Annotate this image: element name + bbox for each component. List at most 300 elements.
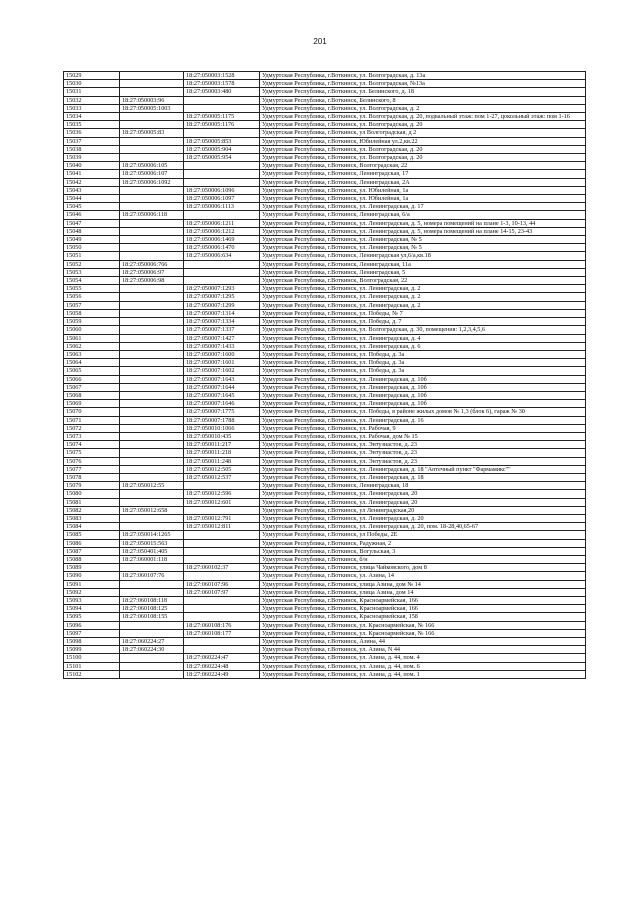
- address-cell: Удмуртская Республика, г.Воткинск, Ленинградская, 2А: [260, 178, 586, 186]
- table-row: [64, 318, 586, 326]
- table-row: [64, 457, 586, 465]
- old-cadastral-number-cell: 18:27:050015:563: [120, 539, 184, 547]
- old-cadastral-number-cell: [120, 473, 184, 481]
- row-number-cell: 15050: [64, 244, 120, 252]
- table-row: [64, 203, 586, 211]
- row-number-cell: 15086: [64, 539, 120, 547]
- old-cadastral-number-cell: [120, 227, 184, 235]
- row-number-cell: 15064: [64, 359, 120, 367]
- row-number-cell: 15040: [64, 162, 120, 170]
- table-row: [64, 367, 586, 375]
- address-cell: Удмуртская Республика, г.Воткинск, ул. Азина, N 44: [260, 646, 586, 654]
- row-number-cell: 15052: [64, 260, 120, 268]
- old-cadastral-number-cell: [120, 367, 184, 375]
- table-row: [64, 244, 586, 252]
- cadastral-number-cell: 18:27:050012:791: [184, 514, 260, 522]
- old-cadastral-number-cell: 18:27:050006:766: [120, 260, 184, 268]
- table-row: [64, 195, 586, 203]
- address-cell: Удмуртская Республика, г.Воткинск, ул. Рабочая, дом № 15: [260, 432, 586, 440]
- cadastral-number-cell: [184, 260, 260, 268]
- row-number-cell: 15039: [64, 154, 120, 162]
- address-cell: Удмуртская Республика, г.Воткинск, улица Азина, дом 14: [260, 588, 586, 596]
- address-cell: Удмуртская Республика, г.Воткинск, ул. Ленинградская, д. 10б: [260, 375, 586, 383]
- address-cell: Удмуртская Республика, г.Воткинск, ул. Ленинградская, д. 4: [260, 334, 586, 342]
- table-row: [64, 670, 586, 678]
- table-row: [64, 654, 586, 662]
- old-cadastral-number-cell: [120, 400, 184, 408]
- cadastral-number-cell: [184, 162, 260, 170]
- cadastral-number-cell: [184, 572, 260, 580]
- address-cell: Удмуртская Республика, г.Воткинск, улица Азина, дом № 14: [260, 580, 586, 588]
- row-number-cell: 15037: [64, 137, 120, 145]
- address-cell: Удмуртская Республика, г.Воткинск, ул. Ленинградская, д. 18 "Аптечный пункт "Фармамикс"": [260, 465, 586, 473]
- cadastral-number-cell: 18:27:050012:601: [184, 498, 260, 506]
- old-cadastral-number-cell: [120, 408, 184, 416]
- cadastral-number-cell: 18:27:060107:97: [184, 588, 260, 596]
- old-cadastral-number-cell: [120, 432, 184, 440]
- row-number-cell: 15055: [64, 285, 120, 293]
- row-number-cell: 15072: [64, 424, 120, 432]
- address-cell: Удмуртская Республика, г.Воткинск, Вогульская, 3: [260, 547, 586, 555]
- cadastral-number-cell: 18:27:050007:1334: [184, 318, 260, 326]
- address-cell: Удмуртская Республика, г.Воткинск, ул. Победы, д. 3а: [260, 367, 586, 375]
- old-cadastral-number-cell: 18:27:050003:96: [120, 96, 184, 104]
- table-row: [64, 121, 586, 129]
- row-number-cell: 15046: [64, 211, 120, 219]
- cadastral-number-cell: 18:27:050006:634: [184, 252, 260, 260]
- table-row: [64, 662, 586, 670]
- table-row: [64, 547, 586, 555]
- old-cadastral-number-cell: [120, 145, 184, 153]
- row-number-cell: 15090: [64, 572, 120, 580]
- old-cadastral-number-cell: [120, 441, 184, 449]
- table-row: [64, 646, 586, 654]
- old-cadastral-number-cell: [120, 465, 184, 473]
- address-cell: Удмуртская Республика, г.Воткинск, Волгоградская, 22: [260, 162, 586, 170]
- table-row: [64, 523, 586, 531]
- table-row: [64, 449, 586, 457]
- row-number-cell: 15032: [64, 96, 120, 104]
- table-row: [64, 285, 586, 293]
- old-cadastral-number-cell: [120, 195, 184, 203]
- cadastral-number-cell: [184, 638, 260, 646]
- table-row: [64, 113, 586, 121]
- address-cell: Удмуртская Республика, г.Воткинск, ул Победы, 2Е: [260, 531, 586, 539]
- row-number-cell: 15065: [64, 367, 120, 375]
- table-row: [64, 383, 586, 391]
- address-cell: Удмуртская Республика, г.Воткинск, Красноармейская, 166: [260, 605, 586, 613]
- old-cadastral-number-cell: 18:27:060224:27: [120, 638, 184, 646]
- address-cell: Удмуртская Республика, г.Воткинск, б/н: [260, 555, 586, 563]
- table-row: [64, 301, 586, 309]
- cadastral-number-cell: [184, 597, 260, 605]
- old-cadastral-number-cell: [120, 252, 184, 260]
- table-row: [64, 293, 586, 301]
- address-cell: Удмуртская Республика, г.Воткинск, ул. Волгоградская, д. 2: [260, 104, 586, 112]
- address-cell: Удмуртская Республика, г.Воткинск, ул. Юбилейная, 1а: [260, 186, 586, 194]
- table-row: [64, 588, 586, 596]
- old-cadastral-number-cell: [120, 629, 184, 637]
- row-number-cell: 15071: [64, 416, 120, 424]
- row-number-cell: 15063: [64, 350, 120, 358]
- cadastral-number-cell: [184, 277, 260, 285]
- row-number-cell: 15044: [64, 195, 120, 203]
- row-number-cell: 15069: [64, 400, 120, 408]
- table-row: [64, 277, 586, 285]
- table-row: [64, 580, 586, 588]
- cadastral-number-cell: 18:27:050012:596: [184, 490, 260, 498]
- row-number-cell: 15066: [64, 375, 120, 383]
- cadastral-number-cell: 18:27:050003:480: [184, 88, 260, 96]
- table-row: [64, 597, 586, 605]
- old-cadastral-number-cell: 18:27:050006:98: [120, 277, 184, 285]
- cadastral-number-cell: 18:27:050012:537: [184, 473, 260, 481]
- cadastral-number-cell: [184, 129, 260, 137]
- row-number-cell: 15085: [64, 531, 120, 539]
- cadastral-number-cell: 18:27:050010:435: [184, 432, 260, 440]
- old-cadastral-number-cell: [120, 375, 184, 383]
- old-cadastral-number-cell: [120, 416, 184, 424]
- address-cell: Удмуртская Республика, г.Воткинск, ул. Ленинградская, д. 5, номера помещений на плане 14-15, 23-43: [260, 227, 586, 235]
- address-cell: Удмуртская Республика, г.Воткинск, ул. Азина, д. 44, пом. 4: [260, 654, 586, 662]
- old-cadastral-number-cell: 18:27:050014:1265: [120, 531, 184, 539]
- table-row: [64, 638, 586, 646]
- row-number-cell: 15089: [64, 564, 120, 572]
- row-number-cell: 15060: [64, 326, 120, 334]
- table-row: [64, 72, 586, 80]
- table-row: [64, 416, 586, 424]
- row-number-cell: 15075: [64, 449, 120, 457]
- address-cell: Удмуртская Республика, г.Воткинск, ул. Победы, д. 3а: [260, 359, 586, 367]
- table-row: [64, 490, 586, 498]
- cadastral-number-cell: [184, 605, 260, 613]
- old-cadastral-number-cell: [120, 449, 184, 457]
- old-cadastral-number-cell: 18:27:050012:55: [120, 482, 184, 490]
- table-row: [64, 260, 586, 268]
- row-number-cell: 15102: [64, 670, 120, 678]
- registry-table: [63, 71, 586, 679]
- old-cadastral-number-cell: 18:27:060108:125: [120, 605, 184, 613]
- table-row: [64, 613, 586, 621]
- row-number-cell: 15035: [64, 121, 120, 129]
- address-cell: Удмуртская Республика, г.Воткинск, ул. Волгоградская, д. 20: [260, 154, 586, 162]
- address-cell: Удмуртская Республика, г.Воткинск, Радужная, 2: [260, 539, 586, 547]
- cadastral-number-cell: [184, 178, 260, 186]
- row-number-cell: 15094: [64, 605, 120, 613]
- old-cadastral-number-cell: [120, 514, 184, 522]
- table-row: [64, 424, 586, 432]
- address-cell: Удмуртская Республика, г.Воткинск, ул. Ленинградская, д. 16: [260, 416, 586, 424]
- row-number-cell: 15095: [64, 613, 120, 621]
- address-cell: Удмуртская Республика, г.Воткинск, ул. Победы, в районе жилых домов № 1,3 (блок 6), гараж № 30: [260, 408, 586, 416]
- old-cadastral-number-cell: [120, 670, 184, 678]
- address-cell: Удмуртская Республика, г.Воткинск, ул. Азина, д. 44, пом. 6: [260, 662, 586, 670]
- cadastral-number-cell: 18:27:060107:96: [184, 580, 260, 588]
- table-row: [64, 104, 586, 112]
- table-row: [64, 350, 586, 358]
- old-cadastral-number-cell: [120, 498, 184, 506]
- row-number-cell: 15053: [64, 268, 120, 276]
- address-cell: Удмуртская Республика, г.Воткинск, ул. Ленинградская, д. 18: [260, 473, 586, 481]
- address-cell: Удмуртская Республика, г.Воткинск, ул. Волгоградская, д. 20, подвальный этаж: пом 1-27, цокольный этаж: пом 1-16: [260, 113, 586, 121]
- row-number-cell: 15080: [64, 490, 120, 498]
- table-row: [64, 96, 586, 104]
- address-cell: Удмуртская Республика, г.Воткинск, Ленинградская, 6/а: [260, 211, 586, 219]
- table-row: [64, 88, 586, 96]
- cadastral-number-cell: [184, 211, 260, 219]
- address-cell: Удмуртская Республика, г.Воткинск, ул. Победы, № 7: [260, 309, 586, 317]
- old-cadastral-number-cell: [120, 350, 184, 358]
- address-cell: Удмуртская Республика, г.Воткинск, ул. Красноармейская, № 166: [260, 621, 586, 629]
- address-cell: Удмуртская Республика, г.Воткинск, ул. Ленинградская, д. 2: [260, 301, 586, 309]
- cadastral-number-cell: 18:27:050007:1643: [184, 375, 260, 383]
- table-row: [64, 514, 586, 522]
- old-cadastral-number-cell: 18:27:060224:30: [120, 646, 184, 654]
- row-number-cell: 15047: [64, 219, 120, 227]
- row-number-cell: 15059: [64, 318, 120, 326]
- old-cadastral-number-cell: [120, 219, 184, 227]
- table-row: [64, 375, 586, 383]
- table-row: [64, 236, 586, 244]
- old-cadastral-number-cell: [120, 203, 184, 211]
- old-cadastral-number-cell: [120, 391, 184, 399]
- table-row: [64, 408, 586, 416]
- cadastral-number-cell: 18:27:050005:1175: [184, 113, 260, 121]
- table-row: [64, 482, 586, 490]
- row-number-cell: 15081: [64, 498, 120, 506]
- cadastral-number-cell: 18:27:050007:1601: [184, 359, 260, 367]
- cadastral-number-cell: 18:27:050007:1645: [184, 391, 260, 399]
- table-row: [64, 186, 586, 194]
- old-cadastral-number-cell: [120, 285, 184, 293]
- cadastral-number-cell: 18:27:050007:1299: [184, 301, 260, 309]
- row-number-cell: 15100: [64, 654, 120, 662]
- table-row: [64, 391, 586, 399]
- address-cell: Удмуртская Республика, г.Воткинск, ул. Волгоградская, д. 30, помещения: 1,2,3,4,5,6: [260, 326, 586, 334]
- cadastral-number-cell: [184, 646, 260, 654]
- old-cadastral-number-cell: 18:27:060108:155: [120, 613, 184, 621]
- row-number-cell: 15097: [64, 629, 120, 637]
- row-number-cell: 15096: [64, 621, 120, 629]
- cadastral-number-cell: 18:27:050006:1113: [184, 203, 260, 211]
- row-number-cell: 15043: [64, 186, 120, 194]
- address-cell: Удмуртская Республика, г.Воткинск, Ленинградская, 18: [260, 482, 586, 490]
- table-row: [64, 432, 586, 440]
- table-row: [64, 359, 586, 367]
- cadastral-number-cell: 18:27:050011:217: [184, 441, 260, 449]
- cadastral-number-cell: 18:27:050012:811: [184, 523, 260, 531]
- cadastral-number-cell: 18:27:060108:176: [184, 621, 260, 629]
- address-cell: Удмуртская Республика, г.Воткинск, ул. Ленинградская, д. 10б: [260, 400, 586, 408]
- old-cadastral-number-cell: [120, 293, 184, 301]
- row-number-cell: 15056: [64, 293, 120, 301]
- address-cell: Удмуртская Республика, г.Воткинск, Ленинградская, 17: [260, 170, 586, 178]
- row-number-cell: 15054: [64, 277, 120, 285]
- row-number-cell: 15088: [64, 555, 120, 563]
- cadastral-number-cell: 18:27:050012:505: [184, 465, 260, 473]
- old-cadastral-number-cell: 18:27:050012:658: [120, 506, 184, 514]
- address-cell: Удмуртская Республика, г.Воткинск, Красноармейская, 166: [260, 597, 586, 605]
- old-cadastral-number-cell: [120, 383, 184, 391]
- cadastral-number-cell: [184, 268, 260, 276]
- row-number-cell: 15051: [64, 252, 120, 260]
- table-row: [64, 227, 586, 235]
- cadastral-number-cell: 18:27:050007:1314: [184, 309, 260, 317]
- old-cadastral-number-cell: 18:27:050005:83: [120, 129, 184, 137]
- cadastral-number-cell: 18:27:060224:48: [184, 662, 260, 670]
- address-cell: Удмуртская Республика, г.Воткинск, ул. Азина, д. 44, пом. 1: [260, 670, 586, 678]
- table-row: [64, 342, 586, 350]
- cadastral-number-cell: 18:27:050006:1211: [184, 219, 260, 227]
- row-number-cell: 15033: [64, 104, 120, 112]
- address-cell: Удмуртская Республика, г.Воткинск, ул. Ленинградская, № 5: [260, 236, 586, 244]
- row-number-cell: 15034: [64, 113, 120, 121]
- cadastral-number-cell: [184, 555, 260, 563]
- table-row: [64, 178, 586, 186]
- old-cadastral-number-cell: [120, 424, 184, 432]
- row-number-cell: 15083: [64, 514, 120, 522]
- old-cadastral-number-cell: 18:27:060108:118: [120, 597, 184, 605]
- row-number-cell: 15057: [64, 301, 120, 309]
- old-cadastral-number-cell: [120, 359, 184, 367]
- cadastral-number-cell: 18:27:050005:853: [184, 137, 260, 145]
- row-number-cell: 15092: [64, 588, 120, 596]
- cadastral-number-cell: 18:27:050007:1788: [184, 416, 260, 424]
- address-cell: Удмуртская Республика, г.Воткинск, ул. Волгоградская, д. 20: [260, 121, 586, 129]
- table-row: [64, 252, 586, 260]
- old-cadastral-number-cell: 18:27:060107:76: [120, 572, 184, 580]
- old-cadastral-number-cell: [120, 137, 184, 145]
- old-cadastral-number-cell: [120, 80, 184, 88]
- old-cadastral-number-cell: [120, 236, 184, 244]
- old-cadastral-number-cell: [120, 121, 184, 129]
- table-row: [64, 211, 586, 219]
- address-cell: Удмуртская Республика, г.Воткинск, ул. Ленинградская, 20: [260, 490, 586, 498]
- old-cadastral-number-cell: [120, 457, 184, 465]
- row-number-cell: 15101: [64, 662, 120, 670]
- cadastral-number-cell: [184, 482, 260, 490]
- table-row: [64, 309, 586, 317]
- table-row: [64, 506, 586, 514]
- table-row: [64, 219, 586, 227]
- cadastral-number-cell: [184, 531, 260, 539]
- address-cell: Удмуртская Республика, г.Воткинск, Юбилейная ул.2,кв.22: [260, 137, 586, 145]
- row-number-cell: 15031: [64, 88, 120, 96]
- old-cadastral-number-cell: [120, 326, 184, 334]
- cadastral-number-cell: 18:27:050003:1578: [184, 80, 260, 88]
- cadastral-number-cell: 18:27:050006:1470: [184, 244, 260, 252]
- table-row: [64, 400, 586, 408]
- cadastral-number-cell: [184, 539, 260, 547]
- cadastral-number-cell: [184, 506, 260, 514]
- address-cell: Удмуртская Республика, г.Воткинск, ул. Ленинградская, д. 10б: [260, 391, 586, 399]
- cadastral-number-cell: 18:27:050006:1469: [184, 236, 260, 244]
- table-row: [64, 531, 586, 539]
- address-cell: Удмуртская Республика, г.Воткинск, ул. Белинского, д. 18: [260, 88, 586, 96]
- old-cadastral-number-cell: [120, 72, 184, 80]
- row-number-cell: 15062: [64, 342, 120, 350]
- cadastral-number-cell: 18:27:050007:1602: [184, 367, 260, 375]
- table-row: [64, 555, 586, 563]
- cadastral-number-cell: 18:27:050011:248: [184, 457, 260, 465]
- cadastral-number-cell: 18:27:060224:49: [184, 670, 260, 678]
- address-cell: Удмуртская Республика, г.Воткинск, ул. Ленинградская, д. 20: [260, 514, 586, 522]
- cadastral-number-cell: 18:27:060224:47: [184, 654, 260, 662]
- row-number-cell: 15058: [64, 309, 120, 317]
- cadastral-number-cell: 18:27:050007:1600: [184, 350, 260, 358]
- cadastral-number-cell: 18:27:050007:1427: [184, 334, 260, 342]
- old-cadastral-number-cell: [120, 662, 184, 670]
- old-cadastral-number-cell: 18:27:060001:118: [120, 555, 184, 563]
- old-cadastral-number-cell: [120, 88, 184, 96]
- table-row: [64, 465, 586, 473]
- row-number-cell: 15077: [64, 465, 120, 473]
- cadastral-number-cell: 18:27:050007:1775: [184, 408, 260, 416]
- old-cadastral-number-cell: [120, 186, 184, 194]
- address-cell: Удмуртская Республика, г.Воткинск, ул Ленинградская,20: [260, 506, 586, 514]
- cadastral-number-cell: 18:27:050005:1176: [184, 121, 260, 129]
- address-cell: Удмуртская Республика, г.Воткинск, ул. Ленинградская, д. 2: [260, 293, 586, 301]
- address-cell: Удмуртская Республика, г.Воткинск, ул. Волгоградская, д. 13а: [260, 72, 586, 80]
- old-cadastral-number-cell: [120, 621, 184, 629]
- address-cell: Удмуртская Республика, г.Воткинск, ул. Энтузиастов, д. 23: [260, 449, 586, 457]
- row-number-cell: 15042: [64, 178, 120, 186]
- address-cell: Удмуртская Республика, г.Воткинск, ул. Ленинградская, 20: [260, 498, 586, 506]
- address-cell: Удмуртская Республика, г.Воткинск, ул Волгоградская, д 2: [260, 129, 586, 137]
- old-cadastral-number-cell: [120, 244, 184, 252]
- old-cadastral-number-cell: 18:27:050006:97: [120, 268, 184, 276]
- cadastral-number-cell: 18:27:050007:1646: [184, 400, 260, 408]
- cadastral-number-cell: [184, 170, 260, 178]
- address-cell: Удмуртская Республика, г.Воткинск, ул. Ленинградская, д. 5, номера помещений на плане 1-3, 10-13, 44: [260, 219, 586, 227]
- old-cadastral-number-cell: 18:27:050401:405: [120, 547, 184, 555]
- table-row: [64, 170, 586, 178]
- row-number-cell: 15076: [64, 457, 120, 465]
- old-cadastral-number-cell: 18:27:050006:107: [120, 170, 184, 178]
- old-cadastral-number-cell: [120, 301, 184, 309]
- row-number-cell: 15068: [64, 391, 120, 399]
- row-number-cell: 15078: [64, 473, 120, 481]
- table-row: [64, 441, 586, 449]
- table-row: [64, 473, 586, 481]
- old-cadastral-number-cell: [120, 113, 184, 121]
- address-cell: Удмуртская Республика, г.Воткинск, ул. Красноармейская, № 166: [260, 629, 586, 637]
- row-number-cell: 15070: [64, 408, 120, 416]
- table-row: [64, 572, 586, 580]
- address-cell: Удмуртская Республика, г.Воткинск, ул. Юбилейная, 1а: [260, 195, 586, 203]
- cadastral-number-cell: 18:27:050007:1644: [184, 383, 260, 391]
- address-cell: Удмуртская Республика, г.Воткинск, ул. Победы, д. 3а: [260, 350, 586, 358]
- address-cell: Удмуртская Республика, г.Воткинск, улица Чайковского, дом 8: [260, 564, 586, 572]
- address-cell: Удмуртская Республика, г.Воткинск, ул. Ленинградская, № 5: [260, 244, 586, 252]
- address-cell: Удмуртская Республика, г.Воткинск, Волгоградская, 22: [260, 277, 586, 285]
- table-row: [64, 137, 586, 145]
- address-cell: Удмуртская Республика, г.Воткинск, ул. Ленинградская, д. 10б: [260, 383, 586, 391]
- table-row: [64, 80, 586, 88]
- table-row: [64, 621, 586, 629]
- table-row: [64, 326, 586, 334]
- address-cell: Удмуртская Республика, г.Воткинск, Красноармейская, 158: [260, 613, 586, 621]
- address-cell: Удмуртская Республика, г.Воткинск, ул. Волгоградская, д. 20: [260, 145, 586, 153]
- page-number: 201: [313, 37, 327, 46]
- table-row: [64, 154, 586, 162]
- row-number-cell: 15067: [64, 383, 120, 391]
- address-cell: Удмуртская Республика, г.Воткинск, ул. Азина, 14: [260, 572, 586, 580]
- row-number-cell: 15099: [64, 646, 120, 654]
- cadastral-number-cell: 18:27:050006:1096: [184, 186, 260, 194]
- row-number-cell: 15093: [64, 597, 120, 605]
- table-row: [64, 268, 586, 276]
